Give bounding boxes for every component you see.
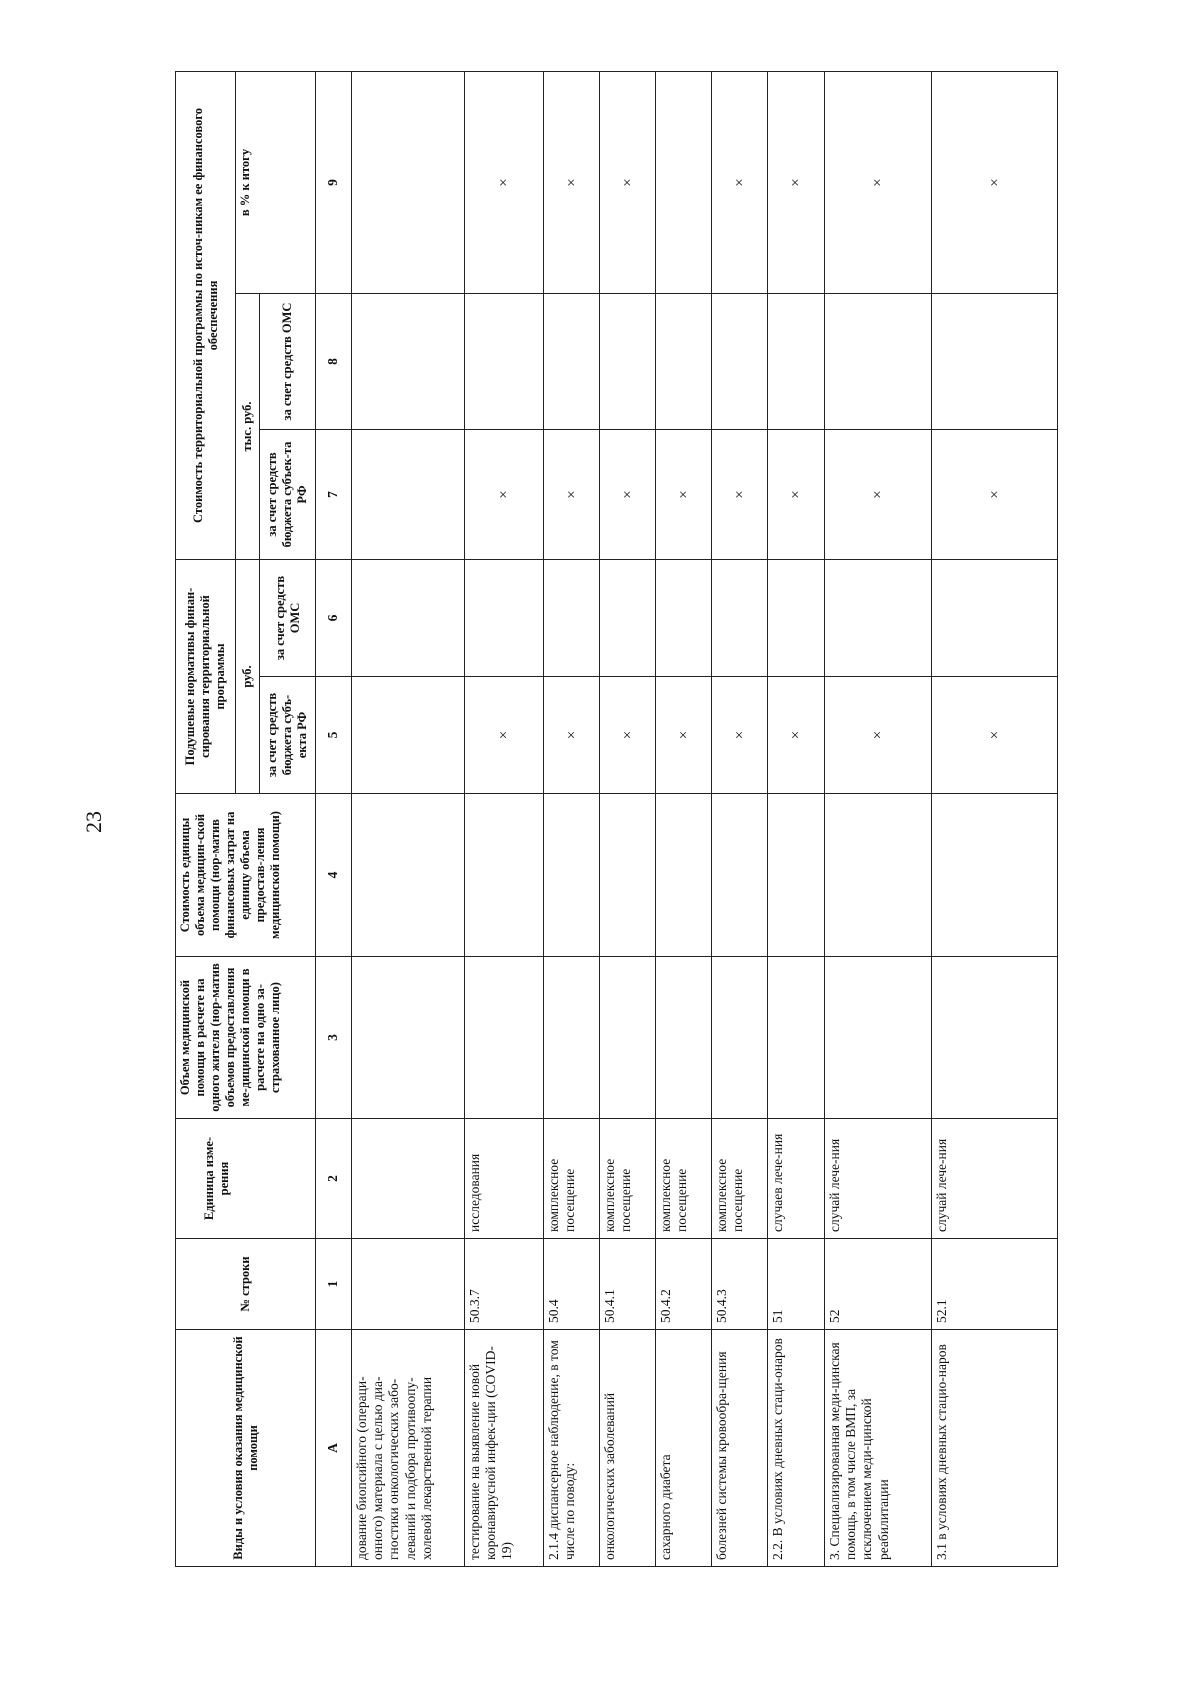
row-col3	[825, 957, 932, 1119]
row-col6	[768, 559, 825, 676]
row-col4	[600, 794, 656, 957]
row-line-number: 50.4.2	[656, 1239, 712, 1330]
row-col3	[465, 957, 544, 1119]
table-row	[600, 71, 656, 1566]
row-col5: ×	[932, 677, 1058, 794]
row-name: 3. Специализированная меди-цинская помощь, в том числе ВМП, за исключением меди-цинской реабилитации	[825, 1330, 932, 1567]
row-unit: комплексное посещение	[544, 1119, 600, 1239]
row-name: 2.1.4 диспансерное наблюдение, в том числе по поводу:	[544, 1330, 600, 1567]
table-row	[932, 71, 1058, 1566]
header-col-9: в % к итогу	[236, 71, 316, 293]
row-col3	[932, 957, 1058, 1119]
colnum-3: 3	[316, 957, 352, 1119]
row-col6	[932, 559, 1058, 676]
colnum-4: 4	[316, 794, 352, 957]
colnum-5: 5	[316, 677, 352, 794]
table-row	[465, 71, 544, 1566]
row-col5: ×	[544, 677, 600, 794]
row-col6	[352, 559, 465, 676]
row-col9	[656, 71, 712, 293]
row-line-number: 50.4.1	[600, 1239, 656, 1330]
row-col6	[544, 559, 600, 676]
row-name: 3.1 в условиях дневных стацио-наров	[932, 1330, 1058, 1567]
header-unit-trub: тыс. руб.	[236, 293, 260, 559]
row-name: онкологических заболеваний	[600, 1330, 656, 1567]
row-col8	[656, 293, 712, 429]
table-row	[544, 71, 600, 1566]
row-col3	[656, 957, 712, 1119]
table-row	[656, 71, 712, 1566]
row-col6	[465, 559, 544, 676]
row-col8	[932, 293, 1058, 429]
financing-table	[175, 71, 1058, 1567]
row-col6	[825, 559, 932, 676]
row-line-number: 51	[768, 1239, 825, 1330]
row-col4	[352, 794, 465, 957]
row-line-number: 50.4.3	[712, 1239, 768, 1330]
row-col7: ×	[768, 429, 825, 559]
row-col5: ×	[825, 677, 932, 794]
row-col9: ×	[465, 71, 544, 293]
row-col7: ×	[656, 429, 712, 559]
row-col9: ×	[712, 71, 768, 293]
column-number-row	[316, 71, 352, 1566]
row-col4	[712, 794, 768, 957]
row-col4	[656, 794, 712, 957]
colnum-9: 9	[316, 71, 352, 293]
row-unit	[352, 1119, 465, 1239]
row-unit: комплексное посещение	[712, 1119, 768, 1239]
row-line-number: 52.1	[932, 1239, 1058, 1330]
row-col7: ×	[825, 429, 932, 559]
table-row	[825, 71, 932, 1566]
row-name: дование биопсийного (операци-онного) материала с целью диа-гностики онкологических забо-леваний и подбора противоопу-холевой лекарственной терапии	[352, 1330, 465, 1567]
header-col-5: за счет средств бюджета субъ-екта РФ	[260, 677, 316, 794]
row-col5: ×	[465, 677, 544, 794]
row-name: тестирование на выявление новой коронавирусной инфек-ции (COVID-19)	[465, 1330, 544, 1567]
row-col3	[544, 957, 600, 1119]
row-col5	[352, 677, 465, 794]
header-col-a: Виды и условия оказания медицинской помощи	[176, 1330, 316, 1567]
row-unit: комплексное посещение	[656, 1119, 712, 1239]
header-col-8: за счет средств ОМС	[260, 293, 316, 429]
row-unit: комплексное посещение	[600, 1119, 656, 1239]
row-line-number: 52	[825, 1239, 932, 1330]
row-col9: ×	[932, 71, 1058, 293]
row-unit: случаев лече-ния	[768, 1119, 825, 1239]
row-col8	[465, 293, 544, 429]
row-unit: случай лече-ния	[825, 1119, 932, 1239]
row-unit: исследования	[465, 1119, 544, 1239]
row-col7: ×	[712, 429, 768, 559]
row-col7: ×	[932, 429, 1058, 559]
header-group-norms: Подушевые нормативы финан-сирования территориальной программы	[176, 559, 236, 793]
header-col-2: Единица изме-рения	[176, 1119, 316, 1239]
row-col9: ×	[600, 71, 656, 293]
row-line-number: 50.3.7	[465, 1239, 544, 1330]
row-col8	[600, 293, 656, 429]
row-col9: ×	[768, 71, 825, 293]
row-col4	[932, 794, 1058, 957]
row-col6	[656, 559, 712, 676]
row-col9	[352, 71, 465, 293]
row-col7: ×	[544, 429, 600, 559]
row-col7	[352, 429, 465, 559]
row-line-number	[352, 1239, 465, 1330]
row-col4	[465, 794, 544, 957]
table-row	[352, 71, 465, 1566]
row-name: болезней системы кровообра-щения	[712, 1330, 768, 1567]
row-col8	[544, 293, 600, 429]
colnum-8: 8	[316, 293, 352, 429]
colnum-1: 1	[316, 1239, 352, 1330]
row-name: сахарного диабета	[656, 1330, 712, 1567]
row-col7: ×	[465, 429, 544, 559]
row-col8	[825, 293, 932, 429]
row-col3	[712, 957, 768, 1119]
page-number: 23	[81, 811, 106, 833]
row-unit: случай лече-ния	[932, 1119, 1058, 1239]
row-col3	[768, 957, 825, 1119]
row-col4	[825, 794, 932, 957]
row-col9: ×	[825, 71, 932, 293]
table-header	[176, 71, 352, 1566]
colnum-6: 6	[316, 559, 352, 676]
row-col6	[712, 559, 768, 676]
table-row	[768, 71, 825, 1566]
colnum-2: 2	[316, 1119, 352, 1239]
colnum-a: А	[316, 1330, 352, 1567]
row-col4	[544, 794, 600, 957]
row-col6	[600, 559, 656, 676]
header-col-7: за счет средств бюджета субъек-та РФ	[260, 429, 316, 559]
header-col-1: № строки	[176, 1239, 316, 1330]
row-col3	[352, 957, 465, 1119]
header-group-cost: Стоимость территориальной программы по источ-никам ее финансового обеспечения	[176, 71, 236, 559]
row-col9: ×	[544, 71, 600, 293]
header-col-3: Объем медицинской помощи в расчете на одного жителя (нор-матив объемов предоставления ме-дицинской помощи в расчете на одно за-страхованное лицо)	[176, 957, 316, 1119]
header-col-4: Стоимость единицы объема медицин-ской помощи (нор-матив финансовых затрат на единицу объема предостав-ления медицинской помощи)	[176, 794, 316, 957]
colnum-7: 7	[316, 429, 352, 559]
row-col5: ×	[600, 677, 656, 794]
header-col-6: за счет средств ОМС	[260, 559, 316, 676]
row-col3	[600, 957, 656, 1119]
row-col4	[768, 794, 825, 957]
row-col7: ×	[600, 429, 656, 559]
row-col5: ×	[656, 677, 712, 794]
row-col8	[352, 293, 465, 429]
header-unit-rub: руб.	[236, 559, 260, 793]
rotated-table-wrapper	[175, 72, 1058, 1567]
row-col5: ×	[712, 677, 768, 794]
row-col5: ×	[768, 677, 825, 794]
row-col8	[768, 293, 825, 429]
row-line-number: 50.4	[544, 1239, 600, 1330]
row-name: 2.2. В условиях дневных стаци-онаров	[768, 1330, 825, 1567]
row-col8	[712, 293, 768, 429]
table-row	[712, 71, 768, 1566]
